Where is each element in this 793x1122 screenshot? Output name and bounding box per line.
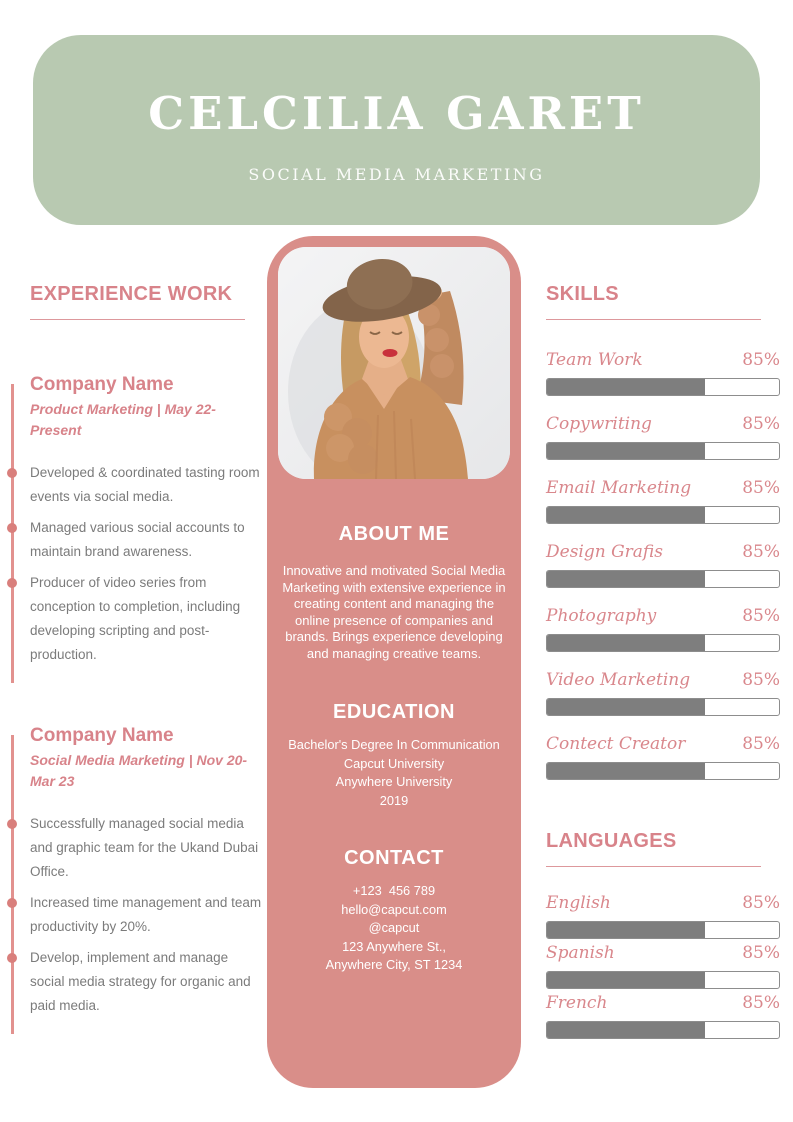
about-title: ABOUT ME — [338, 523, 450, 545]
skill-label: Photography — [546, 606, 657, 626]
job-bullet: Successfully managed social media and graphic team for the Ukand Dubai Office. — [30, 812, 262, 884]
language-bar — [546, 971, 780, 989]
skill-label: Email Marketing — [546, 478, 692, 498]
language-label: Spanish — [546, 943, 615, 963]
language-label: French — [546, 993, 608, 1013]
experience-divider — [30, 319, 245, 320]
skills-section — [546, 283, 780, 1043]
language-bar — [546, 1021, 780, 1039]
skill-bar-fill — [547, 443, 705, 459]
education-line: Anywhere University — [335, 774, 453, 789]
skill-item — [546, 414, 780, 460]
job-bullet: Developed & coordinated tasting room events via social media. — [30, 461, 262, 509]
skill-percent: 85% — [742, 414, 780, 434]
contact-title: CONTACT — [344, 847, 444, 869]
skills-title: SKILLS — [546, 283, 619, 305]
language-bar-fill — [547, 972, 705, 988]
skill-percent: 85% — [742, 478, 780, 498]
skill-item — [546, 478, 780, 524]
skill-label: Contect Creator — [546, 734, 686, 754]
skill-bar — [546, 442, 780, 460]
job-entry — [30, 374, 262, 667]
job-bullets — [30, 812, 262, 1018]
skill-label: Team Work — [546, 350, 643, 370]
job-bullets — [30, 461, 262, 667]
language-item — [546, 893, 780, 939]
portrait-illustration — [278, 247, 510, 479]
profile-card — [267, 236, 521, 1088]
skill-bar — [546, 506, 780, 524]
skill-item — [546, 734, 780, 780]
contact-email: hello@capcut.com — [341, 901, 447, 917]
languages-title: LANGUAGES — [546, 830, 677, 852]
skill-percent: 85% — [742, 670, 780, 690]
skill-bar-fill — [547, 571, 705, 587]
skill-percent: 85% — [742, 734, 780, 754]
education-title: EDUCATION — [333, 701, 455, 723]
language-percent: 85% — [742, 893, 780, 913]
skill-item — [546, 542, 780, 588]
language-bar-fill — [547, 922, 705, 938]
skill-item — [546, 350, 780, 396]
education-line: 2019 — [379, 792, 409, 808]
company-name: Company Name — [30, 725, 174, 746]
contact-city: Anywhere City, ST 1234 — [325, 957, 463, 972]
skill-bar-fill — [547, 699, 705, 715]
languages-divider — [546, 866, 761, 867]
languages-list — [546, 893, 780, 1039]
job-bullet: Producer of video series from conception to completion, including developing scripting and post-production. — [30, 571, 262, 667]
education-line: Bachelor's Degree In Communication — [288, 737, 500, 752]
job-bullet: Develop, implement and manage social media strategy for organic and paid media. — [30, 946, 262, 1018]
contact-address: 123 Anywhere St., — [342, 938, 446, 954]
skill-percent: 85% — [742, 350, 780, 370]
job-entry — [30, 725, 262, 1018]
person-name: CELCILIA GARET — [148, 87, 645, 140]
education-lines — [267, 736, 521, 810]
skill-bar — [546, 378, 780, 396]
language-bar-fill — [547, 1022, 705, 1038]
skill-bar-fill — [547, 379, 705, 395]
profile-photo — [278, 247, 510, 479]
skill-percent: 85% — [742, 606, 780, 626]
skill-bar — [546, 762, 780, 780]
job-meta: Product Marketing | May 22-Present — [30, 401, 216, 438]
experience-title: EXPERIENCE WORK — [30, 283, 233, 305]
skill-percent: 85% — [742, 542, 780, 562]
company-name: Company Name — [30, 374, 174, 395]
skill-label: Design Grafis — [546, 542, 663, 562]
skills-list — [546, 350, 780, 780]
job-meta: Social Media Marketing | Nov 20-Mar 23 — [30, 752, 248, 789]
job-bullet: Increased time management and team productivity by 20%. — [30, 891, 262, 939]
skill-bar-fill — [547, 763, 705, 779]
language-bar — [546, 921, 780, 939]
skill-bar — [546, 698, 780, 716]
experience-section — [30, 283, 262, 1025]
contact-lines — [267, 882, 521, 975]
language-item — [546, 993, 780, 1039]
skill-bar — [546, 634, 780, 652]
language-percent: 85% — [742, 943, 780, 963]
contact-phone: +123 456 789 — [352, 883, 436, 898]
skill-item — [546, 670, 780, 716]
language-label: English — [546, 893, 611, 913]
language-percent: 85% — [742, 993, 780, 1013]
about-text: Innovative and motivated Social Media Marketing with extensive experience in creating content and managing the online presence of companies and brands. Brings experience developing and managing creative teams. — [282, 563, 506, 661]
language-item — [546, 943, 780, 989]
person-role: SOCIAL MEDIA MARKETING — [248, 165, 545, 184]
skill-bar-fill — [547, 507, 705, 523]
contact-handle: @capcut — [368, 920, 420, 935]
skill-bar — [546, 570, 780, 588]
job-bullet: Managed various social accounts to maintain brand awareness. — [30, 516, 262, 564]
skills-divider — [546, 319, 761, 320]
skill-bar-fill — [547, 635, 705, 651]
header-banner — [33, 35, 760, 225]
education-line: Capcut University — [343, 755, 445, 771]
skill-label: Video Marketing — [546, 670, 691, 690]
skill-label: Copywriting — [546, 414, 652, 434]
languages-section — [546, 830, 780, 867]
skill-item — [546, 606, 780, 652]
